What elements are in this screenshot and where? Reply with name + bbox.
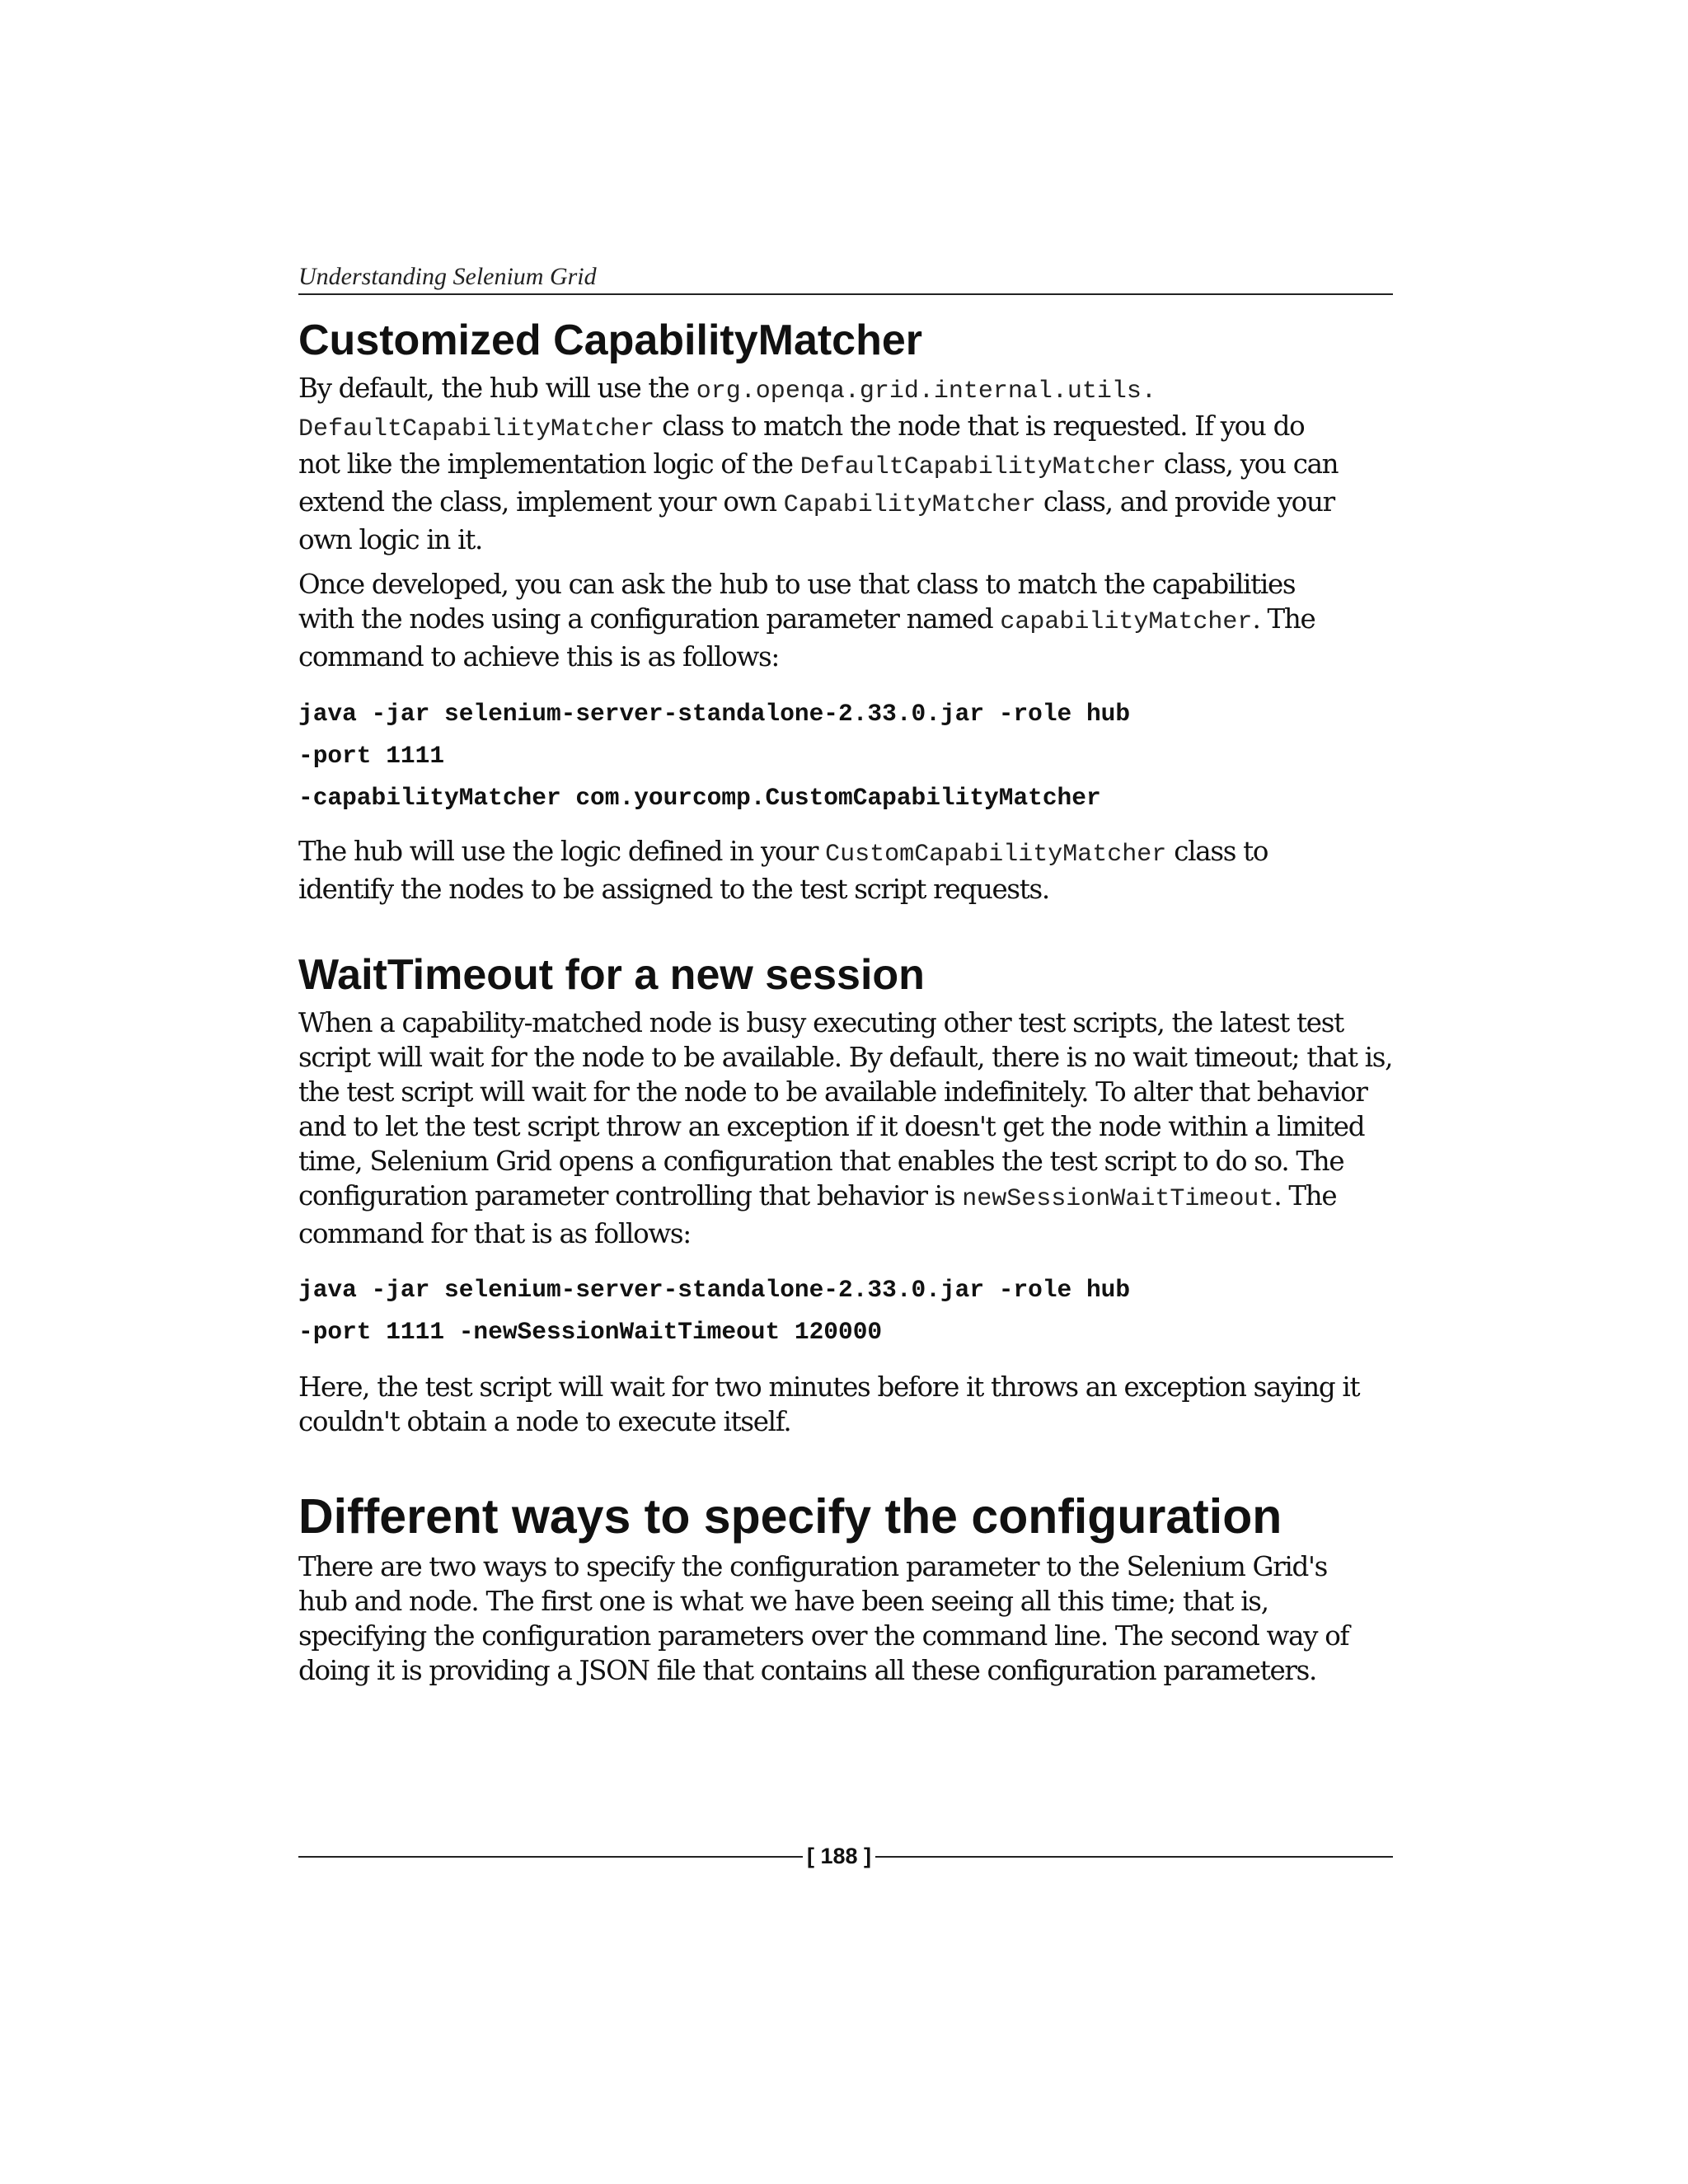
inline-code: newSessionWaitTimeout (962, 1185, 1274, 1213)
text-run: Once developed, you can ask the hub to use that class to match the capabilities (298, 569, 1296, 600)
code-line: -port 1111 (298, 742, 445, 770)
text-line (298, 1370, 1393, 1404)
text-run: script will wait for the node to be available. By default, there is no wait timeout; that is, (298, 1042, 1393, 1073)
section-heading-configuration: Different ways to specify the configuration (298, 1489, 1282, 1544)
code-line: java -jar selenium-server-standalone-2.33.0.jar -role hub (298, 700, 1131, 728)
text-line (298, 1619, 1393, 1653)
inline-code: org.openqa.grid.internal.utils. (696, 377, 1156, 405)
code-line: -port 1111 -newSessionWaitTimeout 120000 (298, 1318, 883, 1346)
text-run: time, Selenium Grid opens a configuration that enables the test script to do so. The (298, 1146, 1344, 1177)
text-run: The hub will use the logic defined in your (298, 836, 826, 867)
text-line (298, 1584, 1393, 1619)
text-run: with the nodes using a configuration parameter named (298, 603, 1001, 635)
text-line (298, 1216, 1393, 1251)
inline-code: DefaultCapabilityMatcher (799, 453, 1156, 481)
footer-rule (875, 1856, 1393, 1858)
text-run: class to (1166, 836, 1268, 867)
text-run: There are two ways to specify the configuration parameter to the Selenium Grid's (298, 1551, 1328, 1582)
text-line (298, 602, 1393, 640)
text-line (298, 485, 1393, 523)
text-run: command to achieve this is as follows: (298, 641, 780, 673)
text-run: Here, the test script will wait for two minutes before it throws an exception saying it (298, 1371, 1360, 1403)
paragraph (298, 567, 1393, 674)
text-run: When a capability-matched node is busy executing other test scripts, the latest test (298, 1007, 1343, 1038)
inline-code: CustomCapabilityMatcher (825, 841, 1167, 869)
text-line (298, 567, 1393, 602)
footer-rule (298, 1856, 803, 1858)
text-run: command for that is as follows: (298, 1218, 691, 1249)
text-line (298, 1109, 1393, 1144)
paragraph (298, 1370, 1393, 1439)
section-heading-wait-timeout: WaitTimeout for a new session (298, 951, 925, 999)
text-line (298, 371, 1393, 409)
inline-code: CapabilityMatcher (783, 491, 1036, 519)
code-line: java -jar selenium-server-standalone-2.33.0.jar -role hub (298, 1276, 1131, 1304)
code-block (298, 693, 1130, 819)
text-line (298, 640, 1393, 674)
paragraph (298, 1549, 1393, 1688)
code-line: -capabilityMatcher com.yourcomp.CustomCapabilityMatcher (298, 784, 1101, 812)
page-number: [ 188 ] (806, 1844, 872, 1868)
code-block (298, 1269, 1130, 1353)
text-run: the test script will wait for the node to be available indefinitely. To alter that behavior (298, 1076, 1367, 1108)
text-line (298, 1549, 1393, 1584)
inline-code: capabilityMatcher (1000, 608, 1253, 636)
text-line (298, 1005, 1393, 1040)
text-line (298, 1040, 1393, 1075)
text-line (298, 1144, 1393, 1179)
text-run: extend the class, implement your own (298, 486, 784, 518)
text-run: and to let the test script throw an exception if it doesn't get the node within a limited (298, 1111, 1365, 1142)
text-line (298, 409, 1393, 447)
paragraph (298, 371, 1393, 557)
text-line (298, 1075, 1393, 1109)
text-run: configuration parameter controlling that behavior is (298, 1180, 963, 1212)
text-run: . The (1273, 1180, 1337, 1212)
text-run: . The (1252, 603, 1315, 635)
text-run: couldn't obtain a node to execute itself. (298, 1406, 791, 1437)
text-line (298, 1653, 1393, 1688)
text-line (298, 872, 1393, 907)
text-line (298, 834, 1393, 872)
text-run: By default, the hub will use the (298, 373, 696, 404)
page-footer (298, 1840, 1393, 1872)
text-run: class to match the node that is requested. If you do (654, 410, 1305, 442)
text-run: specifying the configuration parameters over the command line. The second way of (298, 1620, 1349, 1652)
inline-code: DefaultCapabilityMatcher (298, 415, 655, 443)
section-heading-capability-matcher: Customized CapabilityMatcher (298, 316, 923, 364)
text-run: hub and node. The first one is what we have been seeing all this time; that is, (298, 1586, 1268, 1617)
text-line (298, 447, 1393, 485)
text-run: not like the implementation logic of the (298, 448, 800, 480)
running-head: Understanding Selenium Grid (298, 262, 1393, 295)
text-run: doing it is providing a JSON file that contains all these configuration parameters. (298, 1655, 1317, 1686)
text-run: class, and provide your (1035, 486, 1334, 518)
paragraph (298, 834, 1393, 907)
text-line (298, 1179, 1393, 1216)
text-line (298, 1404, 1393, 1439)
text-run: own logic in it. (298, 524, 482, 555)
text-run: class, you can (1156, 448, 1339, 480)
text-run: identify the nodes to be assigned to the test script requests. (298, 874, 1049, 905)
text-line (298, 523, 1393, 557)
paragraph (298, 1005, 1393, 1251)
